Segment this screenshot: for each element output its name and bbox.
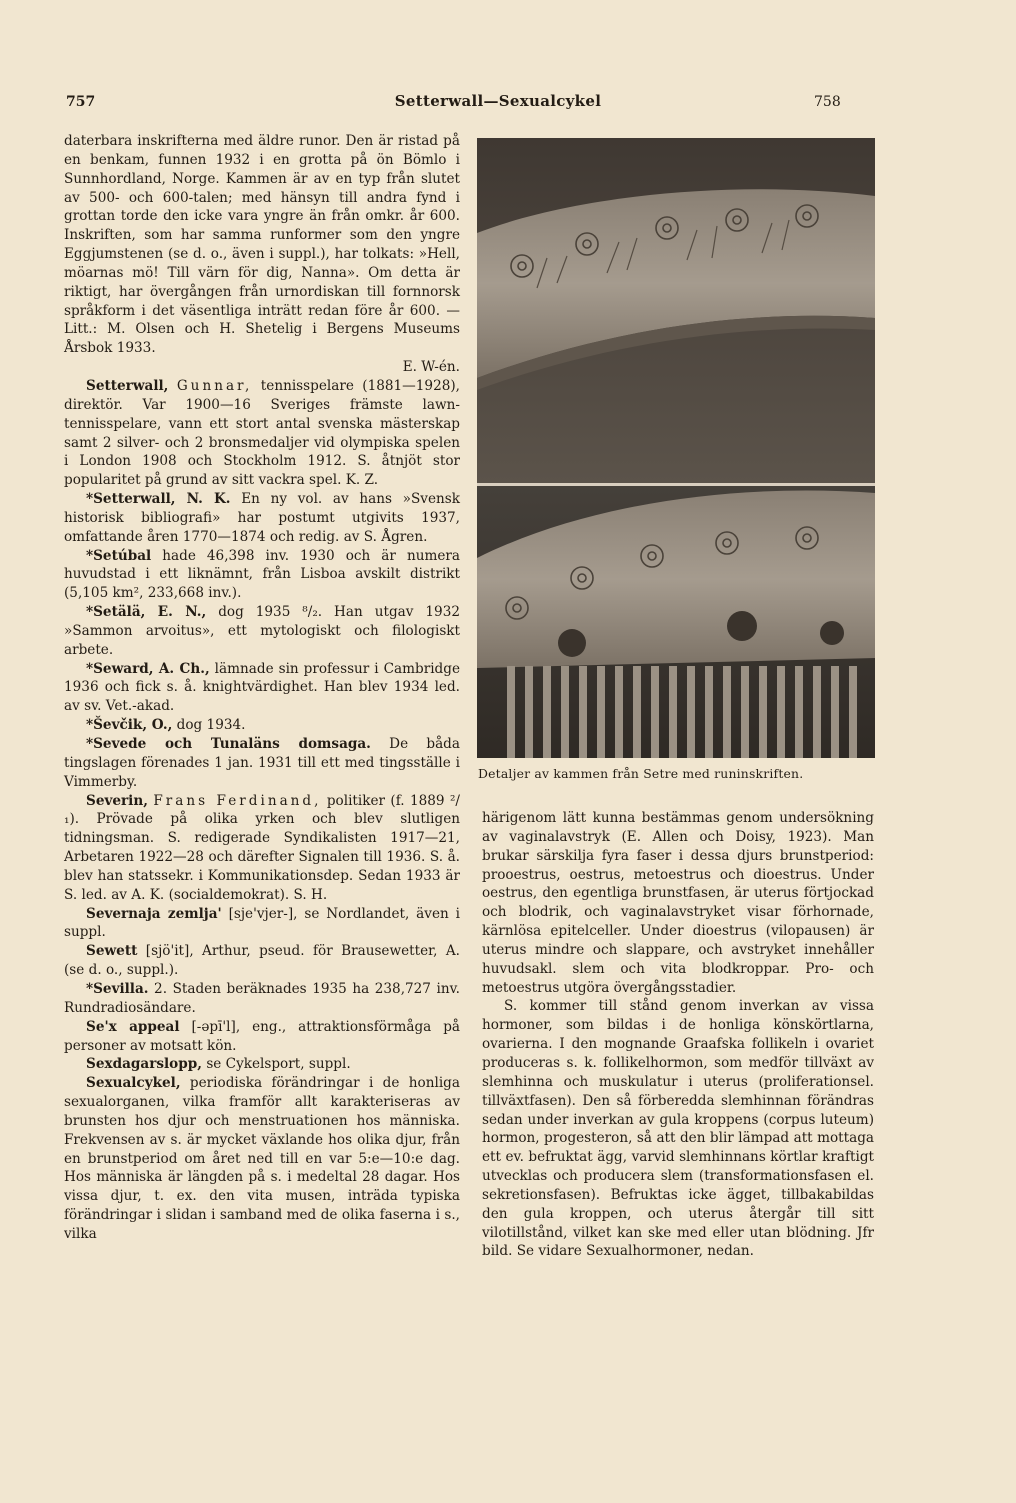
running-head: Setterwall—Sexualcykel [394, 92, 602, 110]
entry-headword: Severnaja zemlja' [86, 905, 222, 922]
entry-seward [64, 660, 460, 717]
entry-text: politiker (f. 1889 ²/₁). Prövade på olika yrken och blev slutligen tidningsman. S. redigerade Syndikalisten 1917—21, Arbetaren 1922—28 och därefter Signalen till 1936. S. å. blev han statssekr. i Kommunikationsdep. Sedan 1933 är S. led. av A. K. (socialdemokrat). S. H. [64, 792, 460, 903]
entry-sevede [64, 735, 460, 792]
comb-photograph [477, 138, 875, 758]
entry-headword: Sewett [86, 943, 138, 960]
entry-spaced-name: Frans Ferdinand, [153, 792, 322, 809]
entry-headword: Severin, [86, 792, 148, 809]
entry-setterwall-gunnar [64, 377, 460, 490]
entry-text: [-əpī'l], eng., attraktionsförmåga på personer av motsatt kön. [64, 1018, 460, 1054]
figure-caption: Detaljer av kammen från Setre med runinskriften. [478, 766, 804, 781]
entry-paragraph [64, 132, 460, 358]
entry-sex-appeal [64, 1018, 460, 1056]
left-column [64, 132, 460, 1244]
right-column [482, 809, 874, 1261]
entry-text: periodiska förändringar i de honliga sexualorganen, vilka framför allt karakteriseras av brunsten hos djur och menstruationen hos människa. Frekvensen av s. är mycket växlande hos olika djur, från en brunstperiod om året ned till en var 5:e—10:e dag. Hos människa är längden på s. i medeltal 28 dagar. Hos vissa djur, t. ex. den vita musen, inträda typiska förändringar i slidan i samband med de olika faserna i s., vilka [64, 1075, 460, 1242]
entry-headword: Setterwall, [86, 377, 169, 394]
entry-text: En ny vol. av hans »Svensk historisk bibliografi» har postumt utgivits 1937, omfattande åren 1770—1874 och redig. av S. Ågren. [64, 491, 460, 545]
entry-text: dog 1934. [172, 717, 246, 734]
entry-text: se Cykelsport, suppl. [202, 1056, 351, 1073]
entry-text: De båda tingslagen förenades 1 jan. 1931 till ett med tingsställe i Vimmerby. [64, 736, 460, 790]
entry-paragraph: härigenom lätt kunna bestämmas genom undersökning av vaginalavstryk (E. Allen och Doisy, 1923). Man brukar särskilja fyra faser i dessa djurs brunstperiod: prooestrus, oestrus, metoestrus och dioestrus. Under oestrus, den egentliga brunstfasen, är uterus förtjockad och blodrik, och vaginalavstryket visar förhornade, kärnlösa epitelceller. Under dioestrus (vilopausen) är uterus mindre och slappare, och avstryket innehåller huvudsakl. slem och vita blodkroppar. Pro- och metoestrus utgöra övergångsstadier. [482, 810, 874, 996]
entry-headword: *Seward, A. Ch., [86, 660, 210, 677]
entry-setala [64, 603, 460, 660]
entry-setubal [64, 547, 460, 604]
entry-text: dog 1935 ⁸/₂. Han utgav 1932 »Sammon arvoitus», ett mytologiskt och filologiskt arbete. [64, 604, 460, 658]
entry-sevcik [64, 716, 460, 735]
entry-sevilla [64, 980, 460, 1018]
page-number-left: 757 [66, 94, 96, 110]
entry-sexdagarslopp [64, 1055, 460, 1074]
entry-severin [64, 792, 460, 905]
entry-headword: *Setúbal [86, 547, 152, 564]
entry-sewett [64, 942, 460, 980]
entry-headword: *Ševčik, O., [86, 717, 173, 734]
entry-headword: *Sevilla. [86, 980, 149, 997]
entry-headword: Se'x appeal [86, 1018, 180, 1035]
entry-headword: *Setterwall, N. K. [86, 491, 231, 508]
entry-text: tennisspelare (1881—1928), direktör. Var 1900—16 Sveriges främste lawn-tennisspelare, vann ett stort antal svenska mästerskap samt 2 silver- och 2 bronsmedaljer vid olympiska spelen i London 1908 och Stockholm 1912. S. åtnjöt stor popularitet på grund av sitt vackra spel. K. Z. [64, 377, 460, 489]
entry-spaced-name: Gunnar, [176, 377, 253, 394]
entry-headword: *Setälä, E. N., [86, 604, 207, 621]
entry-setterwall-nk [64, 490, 460, 547]
entry-headword: *Sevede och Tunaläns domsaga. [86, 736, 371, 752]
entry-text: 2. Staden beräknades 1935 ha 238,727 inv. Rundradiosändare. [64, 980, 460, 1016]
entry-text: [sjö'it], Arthur, pseud. för Brausewetter, A. (se d. o., suppl.). [64, 943, 460, 979]
entry-text: hade 46,398 inv. 1930 och är numera huvudstad i ett liknämnt, från Lisboa avskilt distrikt (5,105 km², 233,668 inv.). [64, 547, 460, 602]
entry-sexualcykel [64, 1074, 460, 1244]
page-number-right: 758 [814, 94, 841, 110]
entry-severnaja [64, 905, 460, 943]
entry-text: daterbara inskrifterna med äldre runor. Den är ristad på en benkam, funnen 1932 i en grotta på ön Bömlo i Sunnhordland, Norge. Kammen är av en typ från slutet av 500- och 600-talen; med hänsyn till andra fynd i grottan torde den icke vara yngre än från omkr. år 600. Inskriften, som har samma runformer som den yngre Eggjumstenen (se d. o., även i suppl.), har tolkats: »Hell, möarnas mö! Till värn för dig, Nanna». Om detta är riktigt, har övergången från urnordiskan till fornnorsk språkform i det väsentliga inträtt redan före år 600. — Litt.: M. Olsen och H. Shetelig i Bergens Museums Årsbok 1933. [64, 133, 460, 357]
entry-text: lämnade sin professur i Cambridge 1936 och fick s. å. knightvärdighet. Han blev 1934 led. av sv. Vet.-akad. [64, 660, 460, 715]
entry-headword: Sexdagarslopp, [86, 1056, 202, 1073]
entry-paragraph: S. kommer till stånd genom inverkan av vissa hormoner, som bildas i de honliga könskörtlarna, ovarierna. I den mognande Graafska follikeln i ovariet produceras s. k. follikelhormon, som medför tillväxt av slemhinna och muskulatur i uterus (proliferationsel. tillväxtfasen). Den så förberedda slemhinnan förändras sedan under inverkan av gula kroppens (corpus luteum) hormon, progesteron, så att den blir lämpad att mottaga ett ev. befruktat ägg, varvid slemhinnans körtlar kraftigt utvecklas och producera slem (transformationsfasen el. sekretionsfasen). Befruktas icke ägget, tillbakabildas den gula kroppen, och uterus återgår till sitt vilotillstånd, vilket kan ske med eller utan blödning. Jfr bild. Se vidare Sexualhormoner, nedan. [482, 998, 874, 1260]
entry-text: [sje'vjer-], se Nordlandet, även i suppl. [64, 905, 460, 941]
signature: E. W-én. [402, 359, 460, 376]
entry-headword: Sexualcykel, [86, 1075, 181, 1092]
